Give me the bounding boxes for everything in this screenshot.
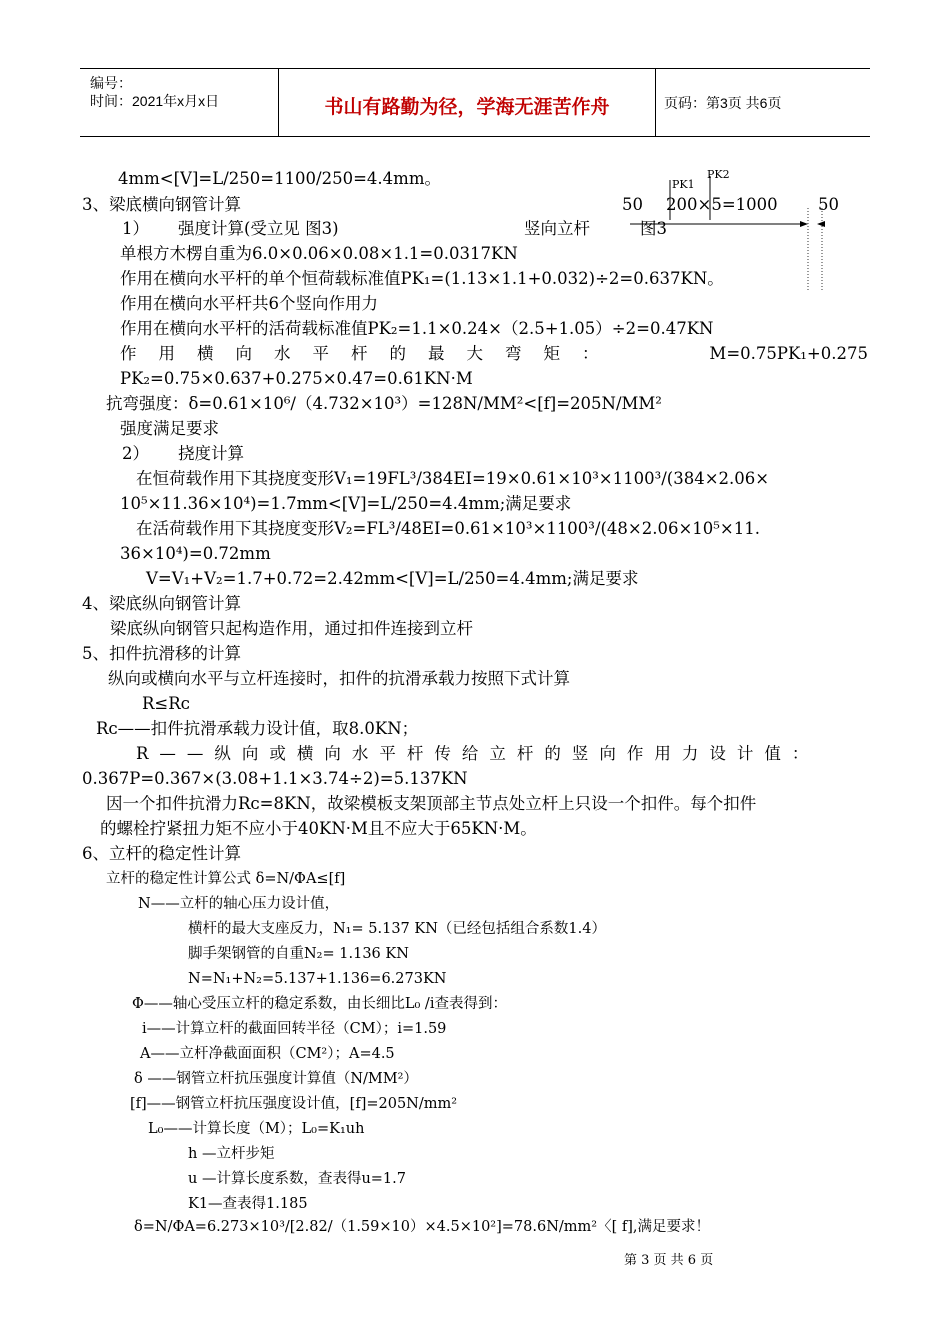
pk2-label: PK2 xyxy=(707,168,730,181)
header-meta-cell xyxy=(80,69,279,136)
line-41: u —计算长度系数，查表得u=1.7 xyxy=(188,1171,406,1187)
line-34: Φ——轴心受压立杆的稳定系数，由长细比L₀ /i查表得到： xyxy=(132,996,507,1012)
line-29: 立杆的稳定性计算公式 δ=N/ΦA≤[f] xyxy=(106,871,346,887)
motto: 书山有路勤为径，学海无涯苦作舟 xyxy=(324,96,610,118)
line-35: i——计算立杆的截面回转半径（CM）；i=1.59 xyxy=(142,1021,447,1037)
item-2-title: 挠度计算 xyxy=(178,444,244,463)
section-6-heading: 6、立杆的稳定性计算 xyxy=(82,844,241,863)
line-22: R≤Rᴄ xyxy=(142,694,190,713)
line-17: V=V₁+V₂=1.7+0.72=2.42mm<[V]=L/250=4.4mm;满足要求 xyxy=(146,569,639,588)
line-36: A——立杆净截面面积（CM²）；A=4.5 xyxy=(140,1046,395,1062)
page-footer: 第 3 页 共 6 页 xyxy=(624,1253,714,1268)
line-31: 横杆的最大支座反力，N₁= 5.137 KN（已经包括组合系数1.4） xyxy=(188,921,606,937)
dim-left: 50 xyxy=(622,195,643,214)
dim-mid: 200×5=1000 xyxy=(666,195,778,214)
item-1-title: 强度计算(受立见 图3) xyxy=(178,219,339,238)
line-40: h —立杆步矩 xyxy=(188,1146,275,1162)
line-08-left: 作用横向水平杆的最大弯矩： xyxy=(120,344,621,363)
line-37: δ ——钢管立杆抗压强度计算值（N/MM²） xyxy=(134,1071,418,1087)
section-5-heading: 5、扣件抗滑移的计算 xyxy=(82,644,241,663)
line-25: 0.367P=0.367×(3.08+1.1×3.74÷2)=5.137KN xyxy=(82,769,468,788)
line-39: L₀——计算长度（M）；L₀=K₁uh xyxy=(148,1121,365,1137)
line-11: 强度满足要求 xyxy=(120,419,219,438)
line-08 xyxy=(120,343,868,365)
code-label: 编号： xyxy=(90,75,132,91)
line-43: δ=N/ΦA=6.273×10³/[2.82/（1.59×10）×4.5×10²]=78.6N/mm²〈[ f],满足要求！ xyxy=(134,1219,710,1235)
label-fig: 图3 xyxy=(640,219,667,238)
line-06: 作用在横向水平杆共6个竖向作用力 xyxy=(120,294,378,313)
line-09: PK₂=0.75×0.637+0.275×0.47=0.61KN·M xyxy=(120,369,473,388)
line-33: N=N₁+N₂=5.137+1.136=6.273KN xyxy=(188,971,447,987)
line-10: 抗弯强度：δ=0.61×10⁶/（4.732×10³）=128N/MM²<[f]=205N/MM² xyxy=(106,394,662,413)
label-pole: 竖向立杆 xyxy=(524,219,590,238)
line-26: 因一个扣件抗滑力Rᴄ=8KN，故梁模板支架顶部主节点处立杆上只设一个扣件。每个扣件 xyxy=(106,794,757,813)
line-21: 纵向或横向水平与立杆连接时，扣件的抗滑承载力按照下式计算 xyxy=(108,669,570,688)
date-label: 时间：2021年x月x日 xyxy=(90,93,220,109)
line-08-right: M=0.75PK₁+0.275 xyxy=(709,344,868,363)
line-14: 10⁵×11.36×10⁴)=1.7mm<[V]=L/250=4.4mm;满足要求 xyxy=(120,494,572,513)
dimension-arrow-left xyxy=(817,221,825,227)
line-01: 4mm<[V]=L/250=1100/250=4.4mm。 xyxy=(118,169,441,188)
dimension-arrow-right xyxy=(800,221,808,227)
section-4-heading: 4、梁底纵向钢管计算 xyxy=(82,594,241,613)
line-19: 梁底纵向钢管只起构造作用，通过扣件连接到立杆 xyxy=(110,619,473,638)
pk1-label: PK1 xyxy=(672,178,695,191)
header-motto-cell xyxy=(279,69,656,136)
section-3-heading: 3、梁底横向钢管计算 xyxy=(82,195,241,214)
line-15: 在活荷载作用下其挠度变形V₂=FL³/48EI=0.61×10³×1100³/(48×2.06×10⁵×11. xyxy=(136,519,760,538)
line-24: R——纵向或横向水平杆传给立杆的竖向作用力设计值： xyxy=(136,744,820,763)
line-32: 脚手架钢管的自重N₂= 1.136 KN xyxy=(188,946,409,962)
item-1-number: 1） xyxy=(122,219,149,238)
line-38: [f]——钢管立杆抗压强度设计值，[f]=205N/mm² xyxy=(130,1096,458,1112)
line-07: 作用在横向水平杆的活荷载标准值PK₂=1.1×0.24×（2.5+1.05）÷2=0.47KN xyxy=(120,319,714,338)
page-header xyxy=(80,68,870,137)
line-42: K1—查表得1.185 xyxy=(188,1196,308,1212)
line-05: 作用在横向水平杆的单个恒荷载标准值PK₁=(1.13×1.1+0.032)÷2=0.637KN。 xyxy=(120,269,724,288)
page-label: 页码：第3页 共6页 xyxy=(664,95,782,111)
line-16: 36×10⁴)=0.72mm xyxy=(120,544,271,563)
line-30: N——立杆的轴心压力设计值， xyxy=(138,896,340,912)
line-13: 在恒荷载作用下其挠度变形V₁=19FL³/384EI=19×0.61×10³×1100³/(384×2.06× xyxy=(136,469,770,488)
dim-right: 50 xyxy=(818,195,839,214)
item-2-number: 2） xyxy=(122,444,149,463)
line-27: 的螺栓拧紧扭力矩不应小于40KN·M且不应大于65KN·M。 xyxy=(100,819,537,838)
line-23: Rᴄ——扣件抗滑承载力设计值，取8.0KN； xyxy=(96,719,419,738)
line-04: 单根方木楞自重为6.0×0.06×0.08×1.1=0.0317KN xyxy=(120,244,518,263)
header-page-cell xyxy=(656,69,870,136)
